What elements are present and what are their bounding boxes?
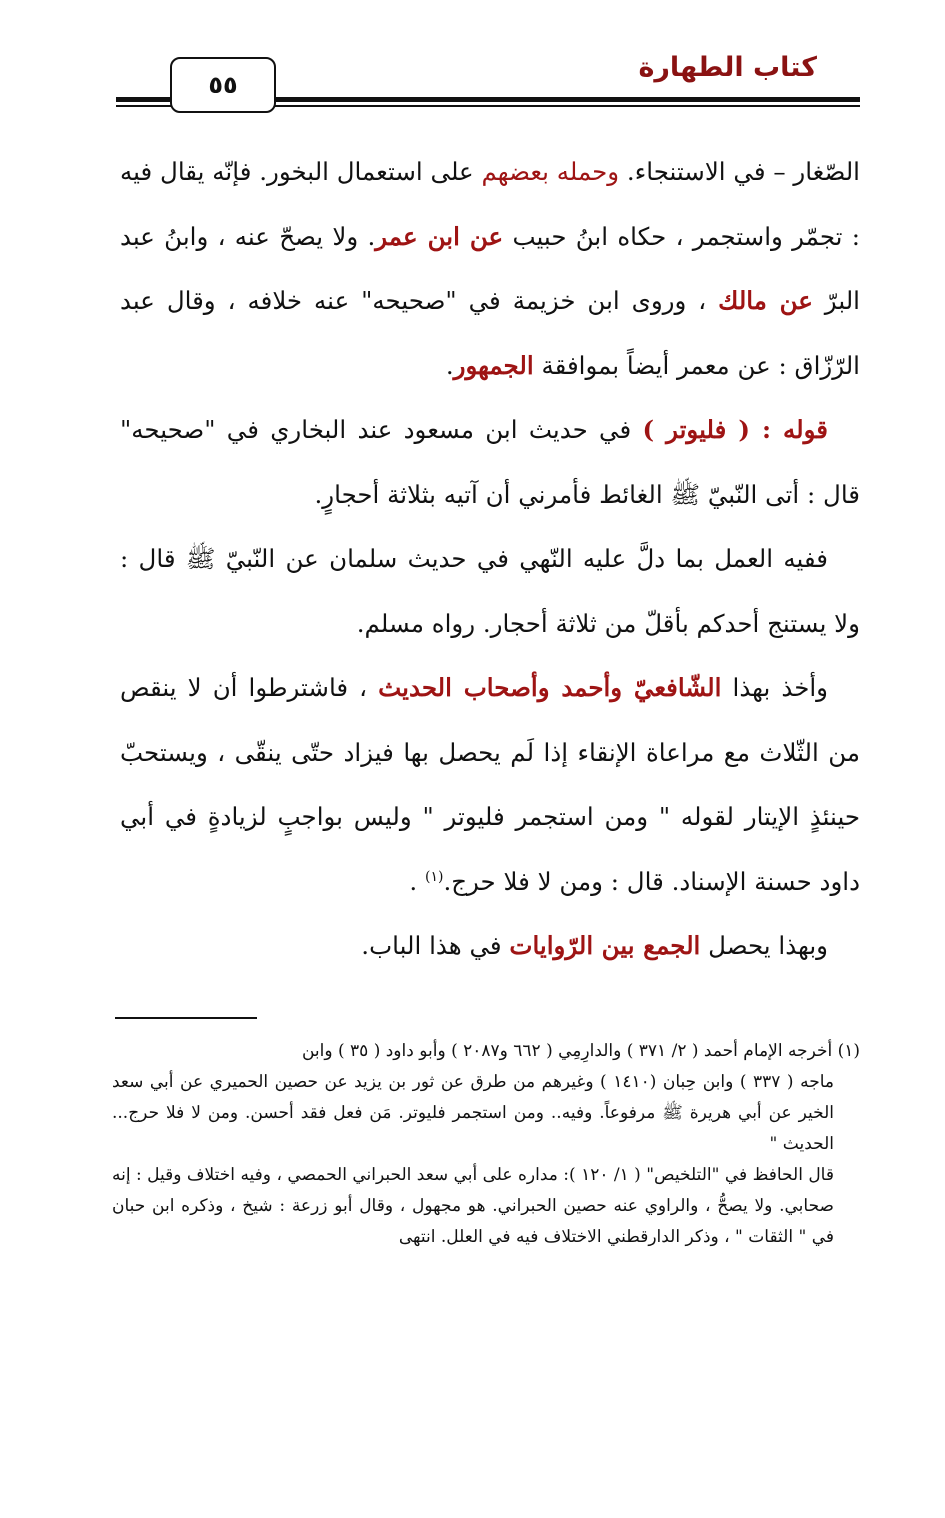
footnote-separator bbox=[115, 1017, 257, 1019]
page-number-box bbox=[170, 57, 276, 113]
text-run: . bbox=[409, 866, 425, 896]
paragraph-1 bbox=[120, 140, 860, 398]
text-run: في حديث ابن مسعود عند البخاري في "صحيحه" قال : أتى النّبيّ ﷺ الغائط فأمرني أن آتيه بثلاثة أحجارٍ. bbox=[120, 415, 860, 509]
footnote-1-first-line: (١) أخرجه الإمام أحمد ( ٢/ ٣٧١ ) والدارِمِي ( ٦٦٢ و٢٠٨٧ ) وأبو داود ( ٣٥ ) وابن bbox=[301, 1041, 860, 1061]
text-run: . bbox=[445, 350, 454, 380]
text-run: في هذا الباب. bbox=[361, 931, 510, 960]
text-run: الصّغار – في الاستنجاء. bbox=[619, 157, 860, 186]
text-run: . ولا يصحّ عنه ، وابنُ عبد البرّ bbox=[120, 221, 860, 315]
footnotes bbox=[112, 1036, 860, 1253]
text-run: ، وروى ابن خزيمة في "صحيحه" عنه خلافه ، وقال عبد الرّزّاق : عن معمر أيضاً بموافقة bbox=[120, 286, 860, 380]
highlight-phrase: عن ابن عمر bbox=[375, 221, 504, 251]
text-run: على استعمال البخور. فإنّه يقال فيه : تجمّر واستجمر ، حكاه ابنُ حبيب bbox=[120, 157, 861, 251]
footnote-1-body: ماجه ( ٣٣٧ ) وابن حِبان (١٤١٠ ) وغيرهم من طرق عن ثور بن يزيد عن حصين الحميري عن أبي سعد الخير عن أبي هريرة ﷺ مرفوعاً. وفيه.. ومن استجمر فليوتر. مَن فعل فقد أحسن. ومن لا فلا حرج... الحديث " bbox=[112, 1072, 834, 1154]
highlight-phrase: الجمع بين الرّوايات bbox=[509, 931, 701, 960]
text-run: ففيه العمل بما دلَّ عليه النّهي في حديث سلمان عن النّبيّ ﷺ قال : ولا يستنج أحدكم بأقلّ من ثلاثة أحجار. رواه مسلم. bbox=[120, 544, 860, 638]
highlight-phrase: الشّافعيّ وأحمد وأصحاب الحديث bbox=[378, 673, 722, 702]
footnote-marker[interactable]: (١) bbox=[424, 868, 444, 885]
text-run: وأخذ بهذا bbox=[721, 673, 828, 702]
main-text bbox=[120, 140, 860, 979]
highlight-phrase: عن مالك bbox=[718, 286, 813, 315]
text-run: وبهذا يحصل bbox=[700, 931, 828, 960]
chapter-title: كتاب الطهارة bbox=[638, 52, 817, 83]
paragraph-2 bbox=[120, 398, 860, 527]
paragraph-4 bbox=[120, 656, 860, 914]
paragraph-3 bbox=[120, 527, 860, 656]
footnote-2-body: قال الحافظ في "التلخيص" ( ١/ ١٢٠ ): مداره على أبي سعد الحبراني الحمصي ، وفيه اختلاف وقيل : إنه صحابي. ولا يصحُّ ، والراوي عنه حصين الحبراني. هو مجهول ، وقال أبو زرعة : شيخ ، وذكره ابن حبان في " الثقات " ، وذكر الدارقطني الاختلاف فيه في العلل. انتهى bbox=[112, 1165, 834, 1247]
page-number: ٥٥ bbox=[208, 71, 238, 99]
highlight-phrase: الجمهور bbox=[453, 350, 534, 380]
highlight-phrase: قوله : ( فليوتر ) bbox=[642, 415, 828, 444]
paragraph-5 bbox=[120, 914, 860, 979]
highlight-phrase: وحمله بعضهم bbox=[481, 157, 620, 186]
text-run: ، فاشترطوا أن لا ينقص من الثّلاث مع مراعاة الإنقاء إذا لَم يحصل بها فيزاد حتّى ينقّى ، ويستحبّ حينئذٍ الإيتار لقوله " ومن استجمر فليوتر " وليس بواجبٍ لزيادةٍ في أبي داود حسنة الإسناد. قال : ومن لا فلا حرج. bbox=[120, 673, 860, 896]
